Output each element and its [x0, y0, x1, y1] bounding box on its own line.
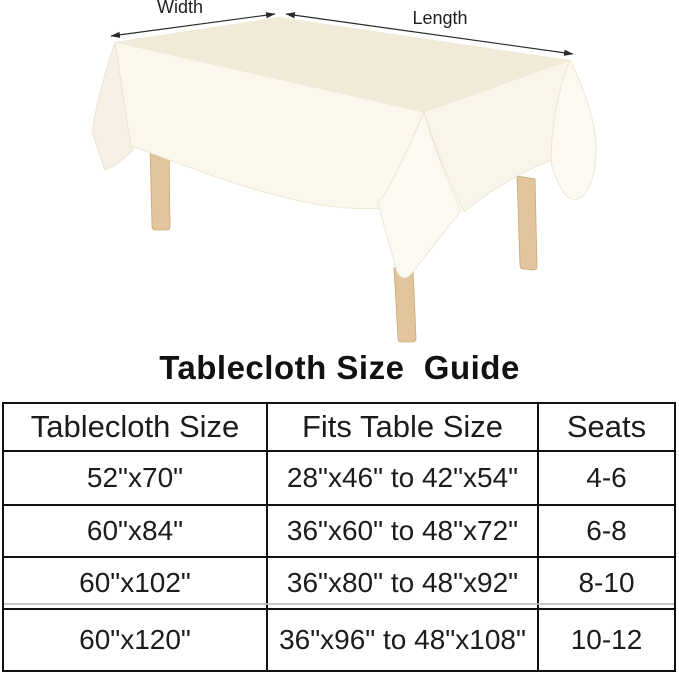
size-guide-title: Tablecloth Size Guide	[159, 349, 520, 386]
cell-fits-table-size: 36"x60" to 48"x72"	[268, 506, 539, 558]
cell-seats: 6-8	[539, 506, 674, 558]
cell-seats: 8-10	[539, 558, 674, 610]
cell-tablecloth-size: 60"x84"	[4, 506, 268, 558]
column-header-fits-table-size: Fits Table Size	[268, 404, 539, 452]
size-guide-table	[2, 402, 676, 672]
width-label: Width	[156, 0, 204, 17]
column-header-seats: Seats	[539, 404, 674, 452]
image-stitch-line	[4, 603, 674, 605]
cell-fits-table-size: 28"x46" to 42"x54"	[268, 452, 539, 506]
cell-tablecloth-size: 60"x102"	[4, 558, 268, 610]
cell-tablecloth-size: 60"x120"	[4, 610, 268, 670]
cell-fits-table-size: 36"x96" to 48"x108"	[268, 610, 539, 670]
cell-seats: 4-6	[539, 452, 674, 506]
column-header-tablecloth-size: Tablecloth Size	[4, 404, 268, 452]
cell-tablecloth-size: 52"x70"	[4, 452, 268, 506]
table-leg-right	[517, 176, 537, 270]
table-leg-front	[394, 268, 416, 342]
cell-fits-table-size: 36"x80" to 48"x92"	[268, 558, 539, 610]
cell-seats: 10-12	[570, 624, 643, 655]
length-label: Length	[412, 8, 468, 28]
